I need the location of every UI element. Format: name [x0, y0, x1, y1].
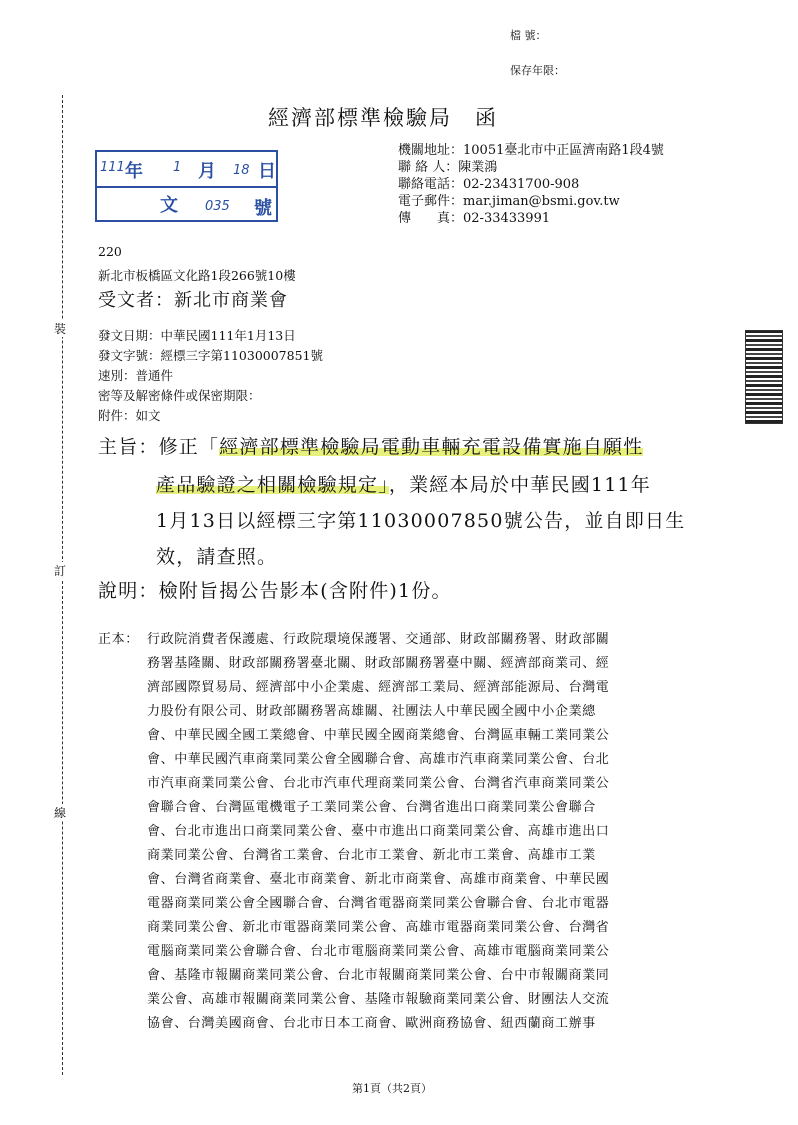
subject-line-1	[98, 432, 643, 459]
stamp-wen: 文	[160, 195, 178, 216]
meta-label: 密等及解密條件或保密期限：	[98, 388, 261, 403]
subject-line-3: 1月13日以經標三字第11030007850號公告，並自即日生	[156, 510, 686, 532]
recipient-line: 濟部國際貿易局、經濟部中小企業處、經濟部工業局、經濟部能源局、台灣電	[147, 680, 610, 695]
meta-value: 普通件	[135, 368, 174, 383]
stamp-month: 1	[173, 160, 182, 175]
subject-highlight: 產品驗證之相關檢驗規定」	[156, 474, 389, 496]
recipient-line: 會聯合會、台灣區電機電子工業同業公會、台灣省進出口商業同業公會聯合	[147, 800, 596, 815]
stamp-year-char: 年	[125, 161, 143, 182]
recipient: 受文者：新北市商業會	[98, 290, 288, 311]
contact-label: 聯 絡 人：	[398, 160, 459, 175]
subject-line-2	[156, 470, 651, 497]
barcode-seal	[745, 330, 783, 424]
contact-label: 聯絡電話：	[398, 177, 464, 192]
issue-date	[98, 326, 296, 344]
recipient-line: 商業同業公會、台灣省工業會、台北市工業會、新北市工業會、高雄市工業	[147, 848, 596, 863]
stamp-number: 035	[205, 199, 230, 214]
recipient-line: 業公會、高雄市報關商業同業公會、基隆市報驗商業同業公會、財團法人交流	[147, 992, 610, 1007]
recipient-line: 協會、台灣美國商會、台北市日本工商會、歐洲商務協會、紐西蘭商工辦事	[147, 1016, 596, 1031]
subject-text: 修正「	[158, 436, 220, 458]
explanation-text: 檢附旨揭公告影本(含附件)1份。	[158, 580, 452, 602]
recipient-line: 市汽車商業同業公會、台北市汽車代理商業同業公會、台灣省汽車商業同業公	[147, 776, 610, 791]
recipient-line: 力股份有限公司、財政部關務署高雄關、社團法人中華民國全國中小企業總	[147, 704, 596, 719]
recipient-line: 商業同業公會、新北市電器商業同業公會、高雄市電器商業同業公會、台灣省	[147, 920, 610, 935]
contact-label: 傳 真：	[398, 211, 464, 226]
recipient-line: 會、中華民國全國工業總會、中華民國全國商業總會、台灣區車輛工業同業公	[147, 728, 610, 743]
meta-value: 如文	[135, 408, 161, 423]
confidentiality	[98, 386, 261, 404]
recipient-line: 電器商業同業公會全國聯合會、台灣省電器商業同業公會聯合會、台北市電器	[147, 896, 610, 911]
meta-value: 經標三字第11030007851號	[160, 348, 323, 363]
recipient-line: 會、台灣省商業會、臺北市商業會、新北市商業會、高雄市商業會、中華民國	[147, 872, 610, 887]
document-number	[98, 346, 323, 364]
urgency	[98, 366, 173, 384]
contact-value: 02-23431700-908	[463, 177, 580, 192]
explanation-label: 說明：	[98, 580, 159, 602]
page-title: 經濟部標準檢驗局 函	[268, 106, 498, 130]
explanation	[98, 576, 452, 603]
margin-xian: 線	[54, 806, 67, 820]
contact-label: 機關地址：	[398, 143, 464, 158]
subject-text: ，業經本局於中華民國111年	[388, 474, 651, 496]
recipient-line: 會、基隆市報關商業同業公會、台北市報關商業同業公會、台中市報關商業同	[147, 968, 610, 983]
meta-label: 速別：	[98, 368, 136, 383]
retention-period-label: 保存年限：	[510, 64, 565, 77]
binding-margin-line	[62, 95, 63, 1075]
meta-value: 中華民國111年1月13日	[160, 328, 296, 343]
recipients-label: 正本：	[98, 632, 139, 647]
stamp-day: 18	[233, 163, 250, 178]
contact-value: 陳業鴻	[458, 160, 498, 175]
margin-zhuang: 裝	[54, 322, 67, 336]
subject-label: 主旨：	[98, 436, 159, 458]
stamp-day-char: 日	[258, 161, 276, 182]
stamp-divider	[97, 186, 276, 188]
meta-label: 發文日期：	[98, 328, 161, 343]
subject-highlight: 經濟部標準檢驗局電動車輛充電設備實施自願性	[219, 436, 644, 458]
contact-label: 電子郵件：	[398, 194, 464, 209]
meta-label: 發文字號：	[98, 348, 161, 363]
contact-value: 02-33433991	[463, 211, 551, 226]
meta-label: 附件：	[98, 408, 136, 423]
contact-fax	[398, 207, 550, 226]
recipient-address: 新北市板橋區文化路1段266號10樓	[98, 268, 296, 283]
attachments	[98, 406, 161, 424]
recipient-line: 會、中華民國汽車商業同業公會全國聯合會、高雄市汽車商業同業公會、台北	[147, 752, 610, 767]
stamp-year: 111	[100, 160, 125, 175]
recipient-line: 會、台北市進出口商業同業公會、臺中市進出口商業同業公會、高雄市進出口	[147, 824, 610, 839]
stamp-month-char: 月	[198, 161, 216, 182]
recipient-line: 行政院消費者保護處、行政院環境保護署、交通部、財政部關務署、財政部關	[147, 632, 610, 647]
subject-line-4: 效，請查照。	[156, 546, 278, 568]
zip-code: 220	[98, 244, 122, 259]
contact-value: mar.jiman@bsmi.gov.tw	[463, 194, 620, 209]
page-number: 第1頁（共2頁）	[352, 1082, 432, 1095]
recipient-line: 務署基隆關、財政部關務署臺北關、財政部關務署臺中關、經濟部商業司、經	[147, 656, 610, 671]
contact-value: 10051臺北市中正區濟南路1段4號	[463, 143, 664, 158]
file-number-label: 檔 號：	[510, 29, 547, 42]
recipient-line: 電腦商業同業公會聯合會、台北市電腦商業同業公會、高雄市電腦商業同業公	[147, 944, 610, 959]
margin-ding: 訂	[54, 564, 67, 578]
stamp-hao: 號	[254, 198, 272, 219]
